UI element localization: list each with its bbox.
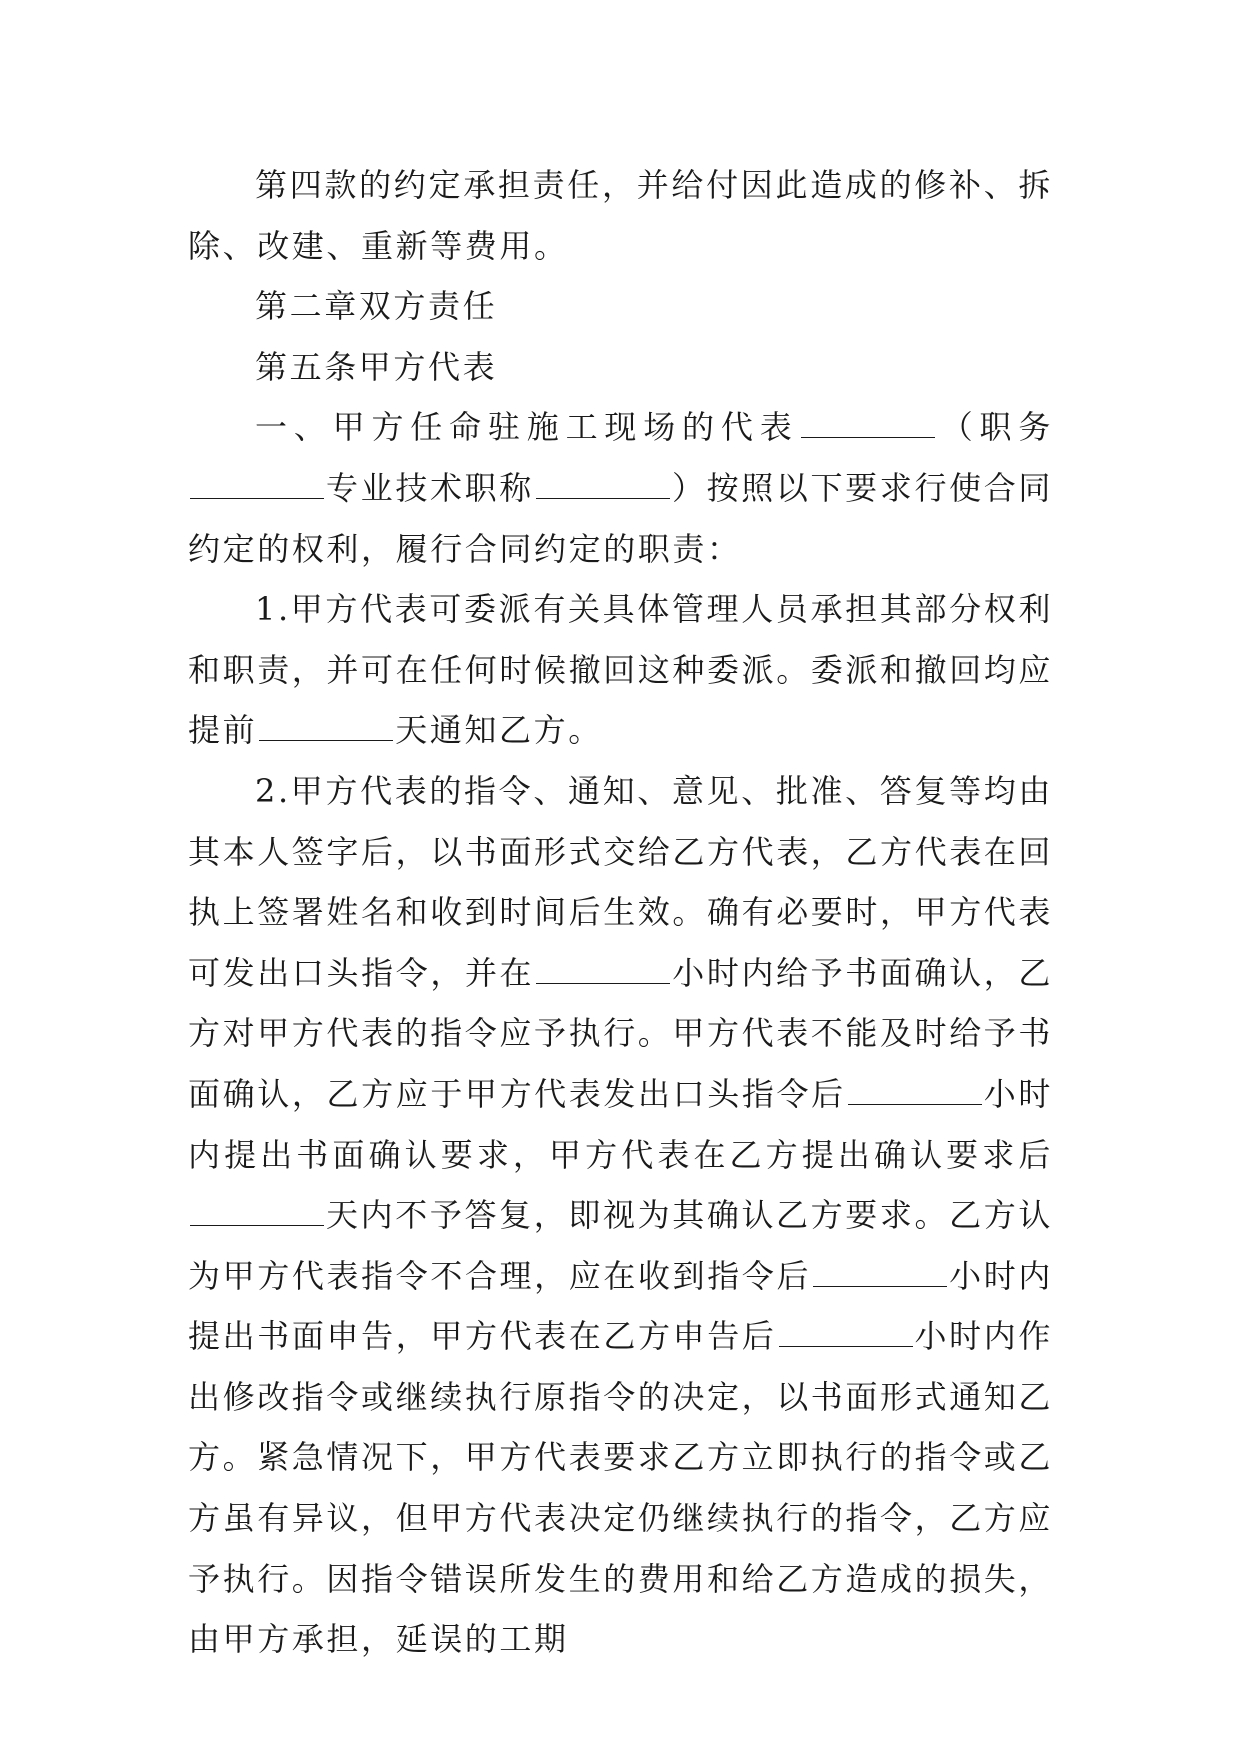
fill-in-blank[interactable]	[536, 982, 670, 984]
document-body	[188, 155, 1053, 1670]
paragraph-item-2	[188, 761, 1053, 1670]
text-segment: ）按照以下要求行使合同约定的权利，履行合同约定的职责：	[188, 468, 1053, 568]
fill-in-blank[interactable]	[813, 1285, 947, 1287]
chapter-heading	[188, 276, 1053, 337]
text-segment: 小时内提出书面申告，甲方代表在乙方申告后	[188, 1256, 1053, 1356]
text-segment: 天内不予答复，即视为其确认乙方要求。乙方认为甲方代表指令不合理，应在收到指令后	[188, 1196, 1053, 1295]
fill-in-blank[interactable]	[259, 739, 393, 741]
text-segment: 1.甲方代表可委派有关具体管理人员承担其部分权利和职责，并可在任何时候撤回这种委派。委派和撤回均应提前	[188, 590, 1054, 750]
article-heading	[188, 337, 1053, 398]
fill-in-blank[interactable]	[536, 497, 670, 499]
fill-in-blank[interactable]	[848, 1103, 982, 1105]
text-segment: 天通知乙方。	[395, 711, 603, 750]
text-segment: 第四款的约定承担责任，并给付因此造成的修补、拆除、改建、重新等费用。	[188, 166, 1053, 265]
text-segment: 小时内作出修改指令或继续执行原指令的决定，以书面形式通知乙方。紧急情况下，甲方代表要求乙方立即执行的指令或乙方虽有异议，但甲方代表决定仍继续执行的指令，乙方应予执行。因指令错误所发生的费用和给乙方造成的损失，由甲方承担，延误的工期	[188, 1317, 1054, 1659]
text-segment: 一、甲方任命驻施工现场的代表	[255, 408, 799, 447]
text-segment: 第二章双方责任	[255, 287, 498, 326]
fill-in-blank[interactable]	[801, 436, 935, 438]
paragraph-continued-clause	[188, 155, 1053, 276]
text-segment: 小时内给予书面确认，乙方对甲方代表的指令应予执行。甲方代表不能及时给予书面确认，乙方应于甲方代表发出口头指令后	[188, 953, 1054, 1113]
text-segment: 第五条甲方代表	[255, 347, 498, 386]
fill-in-blank[interactable]	[190, 497, 324, 499]
text-segment: 专业技术职称	[326, 468, 534, 507]
text-segment: 小时内提出书面确认要求，甲方代表在乙方提出确认要求后	[188, 1074, 1054, 1174]
paragraph-representative-appointment	[188, 397, 1053, 579]
text-segment: 2.甲方代表的指令、通知、意见、批准、答复等均由其本人签字后，以书面形式交给乙方代表，乙方代表在回执上签署姓名和收到时间后生效。确有必要时，甲方代表可发出口头指令，并在	[188, 771, 1054, 992]
paragraph-item-1	[188, 579, 1053, 761]
fill-in-blank[interactable]	[779, 1345, 913, 1347]
text-segment: （职务	[936, 408, 1053, 447]
fill-in-blank[interactable]	[190, 1224, 324, 1226]
